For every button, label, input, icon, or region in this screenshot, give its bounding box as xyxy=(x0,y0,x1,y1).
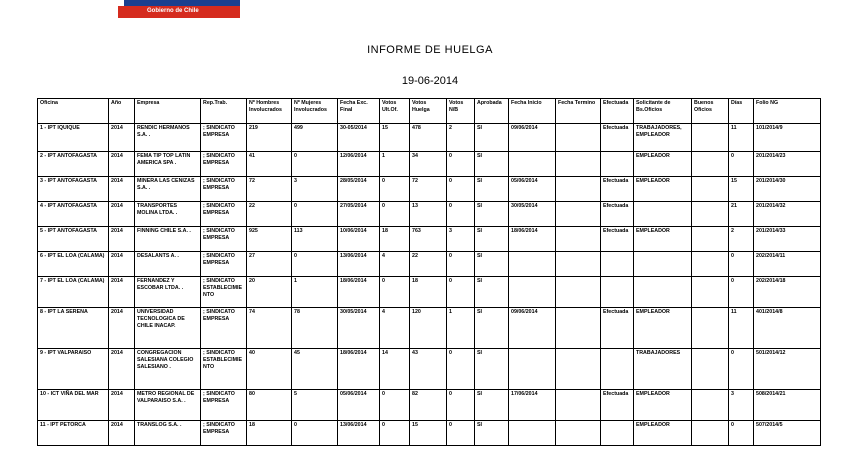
cell-fecha-exc: 13/06/2014 xyxy=(338,421,380,446)
cell-fecha-exc: 30-05/2014 xyxy=(338,124,380,152)
table-row xyxy=(38,308,821,349)
cell-votos-huelga: 763 xyxy=(410,227,447,252)
cell-rep-trab: ; SINDICATO EMPRESA xyxy=(201,390,247,421)
cell-votos-ult: 0 xyxy=(380,277,410,308)
cell-buenos-oficios xyxy=(692,252,729,277)
cell-fecha-inicio: 09/06/2014 xyxy=(509,124,556,152)
cell-anio: 2014 xyxy=(109,252,135,277)
cell-anio: 2014 xyxy=(109,177,135,202)
cell-fecha-termino xyxy=(556,390,601,421)
cell-solicitante: EMPLEADOR xyxy=(634,421,692,446)
cell-fecha-inicio xyxy=(509,277,556,308)
cell-buenos-oficios xyxy=(692,308,729,349)
cell-empresa: CONGREGACION SALESIANA COLEGIO SALESIANO . xyxy=(135,349,201,390)
col-hombres: Nº Hombres Involucrados xyxy=(247,99,292,124)
col-empresa: Empresa xyxy=(135,99,201,124)
cell-aprobada: SI xyxy=(475,421,509,446)
cell-dias: 0 xyxy=(729,152,754,177)
cell-empresa: MINERA LAS CENIZAS S.A. . xyxy=(135,177,201,202)
cell-fecha-exc: 18/06/2014 xyxy=(338,349,380,390)
cell-anio: 2014 xyxy=(109,227,135,252)
cell-votos-nb: 0 xyxy=(447,390,475,421)
cell-folio: 202/2014/18 xyxy=(754,277,821,308)
cell-fecha-termino xyxy=(556,277,601,308)
cell-mujeres: 0 xyxy=(292,252,338,277)
cell-rep-trab: ; SINDICATO EMPRESA xyxy=(201,308,247,349)
report-date: 19-06-2014 xyxy=(401,75,459,87)
cell-votos-huelga: 34 xyxy=(410,152,447,177)
cell-empresa: METRO REGIONAL DE VALPARAISO S.A. . xyxy=(135,390,201,421)
cell-mujeres: 0 xyxy=(292,152,338,177)
cell-votos-ult: 0 xyxy=(380,202,410,227)
cell-solicitante: TRABAJADORES, EMPLEADOR xyxy=(634,124,692,152)
cell-votos-ult: 14 xyxy=(380,349,410,390)
cell-solicitante xyxy=(634,277,692,308)
table-row xyxy=(38,202,821,227)
cell-fecha-termino xyxy=(556,124,601,152)
cell-votos-huelga: 43 xyxy=(410,349,447,390)
cell-dias: 3 xyxy=(729,390,754,421)
cell-fecha-termino xyxy=(556,152,601,177)
col-fecha-inicio: Fecha Inicio xyxy=(509,99,556,124)
cell-votos-huelga: 72 xyxy=(410,177,447,202)
cell-buenos-oficios xyxy=(692,421,729,446)
cell-votos-ult: 0 xyxy=(380,177,410,202)
cell-votos-ult: 1 xyxy=(380,152,410,177)
cell-oficina: 1 - IPT IQUIQUE xyxy=(38,124,109,152)
cell-efectuada xyxy=(601,152,634,177)
table-row xyxy=(38,252,821,277)
cell-mujeres: 45 xyxy=(292,349,338,390)
cell-dias: 21 xyxy=(729,202,754,227)
cell-buenos-oficios xyxy=(692,390,729,421)
cell-oficina: 11 - IPT PETORCA xyxy=(38,421,109,446)
cell-hombres: 27 xyxy=(247,252,292,277)
cell-hombres: 74 xyxy=(247,308,292,349)
cell-anio: 2014 xyxy=(109,390,135,421)
cell-mujeres: 0 xyxy=(292,421,338,446)
cell-folio: 201/2014/33 xyxy=(754,227,821,252)
cell-folio: 201/2014/30 xyxy=(754,177,821,202)
cell-mujeres: 0 xyxy=(292,202,338,227)
cell-solicitante: TRABAJADORES xyxy=(634,349,692,390)
cell-rep-trab: ; SINDICATO EMPRESA xyxy=(201,227,247,252)
cell-hombres: 925 xyxy=(247,227,292,252)
cell-solicitante: EMPLEADOR xyxy=(634,308,692,349)
cell-votos-ult: 4 xyxy=(380,308,410,349)
cell-oficina: 6 - IPT EL LOA (CALAMA) xyxy=(38,252,109,277)
cell-aprobada: SI xyxy=(475,152,509,177)
cell-dias: 0 xyxy=(729,277,754,308)
cell-fecha-exc: 28/05/2014 xyxy=(338,177,380,202)
strike-report-table xyxy=(37,98,821,446)
cell-dias: 2 xyxy=(729,227,754,252)
cell-mujeres: 499 xyxy=(292,124,338,152)
cell-dias: 11 xyxy=(729,124,754,152)
cell-efectuada: Efectuada xyxy=(601,308,634,349)
cell-mujeres: 3 xyxy=(292,177,338,202)
col-solicitante: Solicitante de Bs.Oficios xyxy=(634,99,692,124)
cell-efectuada: Efectuada xyxy=(601,202,634,227)
cell-aprobada: SI xyxy=(475,177,509,202)
cell-dias: 11 xyxy=(729,308,754,349)
cell-votos-huelga: 478 xyxy=(410,124,447,152)
table-row xyxy=(38,227,821,252)
cell-buenos-oficios xyxy=(692,124,729,152)
col-votos-ult: Votos Ult.Of. xyxy=(380,99,410,124)
cell-fecha-inicio: 18/06/2014 xyxy=(509,227,556,252)
cell-buenos-oficios xyxy=(692,202,729,227)
table-row xyxy=(38,349,821,390)
cell-solicitante: EMPLEADOR xyxy=(634,227,692,252)
cell-hombres: 40 xyxy=(247,349,292,390)
cell-fecha-termino xyxy=(556,202,601,227)
cell-fecha-exc: 10/06/2014 xyxy=(338,227,380,252)
cell-hombres: 20 xyxy=(247,277,292,308)
cell-efectuada xyxy=(601,252,634,277)
cell-empresa: FEMA TIP TOP LATIN AMERICA SPA . xyxy=(135,152,201,177)
cell-hombres: 219 xyxy=(247,124,292,152)
cell-folio: 202/2014/11 xyxy=(754,252,821,277)
cell-folio: 201/2014/23 xyxy=(754,152,821,177)
cell-fecha-inicio xyxy=(509,252,556,277)
cell-empresa: RENDIC HERMANOS S.A. . xyxy=(135,124,201,152)
cell-oficina: 8 - IPT LA SERENA xyxy=(38,308,109,349)
cell-votos-huelga: 18 xyxy=(410,277,447,308)
cell-fecha-exc: 30/05/2014 xyxy=(338,308,380,349)
cell-fecha-exc: 05/06/2014 xyxy=(338,390,380,421)
cell-votos-huelga: 22 xyxy=(410,252,447,277)
cell-empresa: TRANSLOG S.A. . xyxy=(135,421,201,446)
cell-anio: 2014 xyxy=(109,308,135,349)
cell-aprobada: SI xyxy=(475,202,509,227)
cell-hombres: 18 xyxy=(247,421,292,446)
cell-rep-trab: ; SINDICATO EMPRESA xyxy=(201,152,247,177)
cell-anio: 2014 xyxy=(109,202,135,227)
cell-folio: 201/2014/32 xyxy=(754,202,821,227)
cell-anio: 2014 xyxy=(109,421,135,446)
cell-solicitante: EMPLEADOR xyxy=(634,390,692,421)
cell-votos-huelga: 120 xyxy=(410,308,447,349)
cell-dias: 15 xyxy=(729,177,754,202)
cell-folio: 508/2014/21 xyxy=(754,390,821,421)
cell-rep-trab: ; SINDICATO ESTABLECIMIENTO xyxy=(201,277,247,308)
col-fecha-termino: Fecha Termino xyxy=(556,99,601,124)
cell-folio: 101/2014/9 xyxy=(754,124,821,152)
cell-aprobada: SI xyxy=(475,349,509,390)
cell-fecha-inicio xyxy=(509,152,556,177)
cell-mujeres: 113 xyxy=(292,227,338,252)
cell-votos-nb: 0 xyxy=(447,421,475,446)
col-votos-nb: Votos N/B xyxy=(447,99,475,124)
cell-empresa: FERNANDEZ Y ESCOBAR LTDA. . xyxy=(135,277,201,308)
cell-efectuada: Efectuada xyxy=(601,227,634,252)
cell-rep-trab: ; SINDICATO EMPRESA xyxy=(201,124,247,152)
cell-fecha-termino xyxy=(556,177,601,202)
cell-anio: 2014 xyxy=(109,349,135,390)
cell-dias: 0 xyxy=(729,349,754,390)
table-body xyxy=(38,124,821,446)
cell-fecha-exc: 12/06/2014 xyxy=(338,152,380,177)
table-row xyxy=(38,177,821,202)
col-votos-huelga: Votos Huelga xyxy=(410,99,447,124)
cell-fecha-inicio: 17/06/2014 xyxy=(509,390,556,421)
logo-text: Gobierno de Chile xyxy=(147,8,199,14)
cell-rep-trab: ; SINDICATO EMPRESA xyxy=(201,252,247,277)
cell-fecha-inicio xyxy=(509,421,556,446)
cell-fecha-inicio xyxy=(509,349,556,390)
cell-empresa: UNIVERSIDAD TECNOLOGICA DE CHILE INACAP. xyxy=(135,308,201,349)
cell-rep-trab: ; SINDICATO EMPRESA xyxy=(201,202,247,227)
cell-oficina: 10 - ICT VIÑA DEL MAR xyxy=(38,390,109,421)
col-dias: Días xyxy=(729,99,754,124)
cell-folio: 501/2014/12 xyxy=(754,349,821,390)
cell-votos-nb: 0 xyxy=(447,152,475,177)
cell-fecha-inicio: 09/06/2014 xyxy=(509,308,556,349)
cell-efectuada: Efectuada xyxy=(601,124,634,152)
cell-folio: 401/2014/8 xyxy=(754,308,821,349)
cell-dias: 0 xyxy=(729,421,754,446)
cell-votos-huelga: 13 xyxy=(410,202,447,227)
table-row xyxy=(38,124,821,152)
cell-aprobada: SI xyxy=(475,124,509,152)
cell-aprobada: SI xyxy=(475,252,509,277)
col-aprobada: Aprobada xyxy=(475,99,509,124)
report-title: INFORME DE HUELGA xyxy=(367,44,493,56)
cell-fecha-termino xyxy=(556,252,601,277)
cell-empresa: FINNING CHILE S.A. . xyxy=(135,227,201,252)
cell-votos-ult: 0 xyxy=(380,390,410,421)
cell-votos-nb: 0 xyxy=(447,277,475,308)
cell-oficina: 7 - IPT EL LOA (CALAMA) xyxy=(38,277,109,308)
col-folio: Folio NG xyxy=(754,99,821,124)
cell-fecha-exc: 18/06/2014 xyxy=(338,277,380,308)
cell-votos-nb: 0 xyxy=(447,177,475,202)
cell-anio: 2014 xyxy=(109,124,135,152)
cell-oficina: 2 - IPT ANTOFAGASTA xyxy=(38,152,109,177)
cell-hombres: 22 xyxy=(247,202,292,227)
cell-aprobada: SI xyxy=(475,390,509,421)
cell-fecha-termino xyxy=(556,227,601,252)
cell-aprobada: SI xyxy=(475,227,509,252)
cell-rep-trab: ; SINDICATO ESTABLECIMIENTO xyxy=(201,349,247,390)
cell-votos-ult: 4 xyxy=(380,252,410,277)
cell-solicitante xyxy=(634,252,692,277)
cell-votos-huelga: 15 xyxy=(410,421,447,446)
cell-votos-nb: 0 xyxy=(447,252,475,277)
cell-votos-nb: 3 xyxy=(447,227,475,252)
table-row xyxy=(38,421,821,446)
cell-hombres: 80 xyxy=(247,390,292,421)
cell-mujeres: 1 xyxy=(292,277,338,308)
cell-dias: 0 xyxy=(729,252,754,277)
cell-votos-huelga: 82 xyxy=(410,390,447,421)
cell-efectuada xyxy=(601,421,634,446)
cell-mujeres: 78 xyxy=(292,308,338,349)
col-fecha-exc: Fecha Exc. Final xyxy=(338,99,380,124)
cell-empresa: DESALANTS A. . xyxy=(135,252,201,277)
cell-votos-nb: 1 xyxy=(447,308,475,349)
cell-buenos-oficios xyxy=(692,177,729,202)
cell-oficina: 5 - IPT ANTOFAGASTA xyxy=(38,227,109,252)
cell-solicitante: EMPLEADOR xyxy=(634,177,692,202)
cell-buenos-oficios xyxy=(692,227,729,252)
table-row xyxy=(38,277,821,308)
cell-hombres: 41 xyxy=(247,152,292,177)
cell-efectuada xyxy=(601,349,634,390)
cell-empresa: TRANSPORTES MOLINA LTDA. . xyxy=(135,202,201,227)
cell-votos-ult: 15 xyxy=(380,124,410,152)
cell-votos-nb: 0 xyxy=(447,202,475,227)
cell-oficina: 4 - IPT ANTOFAGASTA xyxy=(38,202,109,227)
cell-anio: 2014 xyxy=(109,277,135,308)
cell-oficina: 3 - IPT ANTOFAGASTA xyxy=(38,177,109,202)
cell-oficina: 9 - IPT VALPARAISO xyxy=(38,349,109,390)
cell-votos-nb: 2 xyxy=(447,124,475,152)
cell-buenos-oficios xyxy=(692,277,729,308)
cell-fecha-termino xyxy=(556,421,601,446)
cell-votos-ult: 0 xyxy=(380,421,410,446)
col-anio: Año xyxy=(109,99,135,124)
cell-aprobada: SI xyxy=(475,277,509,308)
cell-solicitante: EMPLEADOR xyxy=(634,152,692,177)
cell-solicitante xyxy=(634,202,692,227)
cell-folio: 507/2014/5 xyxy=(754,421,821,446)
cell-buenos-oficios xyxy=(692,349,729,390)
cell-hombres: 72 xyxy=(247,177,292,202)
cell-anio: 2014 xyxy=(109,152,135,177)
table-header-row xyxy=(38,99,821,124)
cell-fecha-exc: 13/06/2014 xyxy=(338,252,380,277)
cell-buenos-oficios xyxy=(692,152,729,177)
cell-efectuada: Efectuada xyxy=(601,177,634,202)
col-buenos-oficios: Buenos Oficios xyxy=(692,99,729,124)
cell-efectuada: Efectuada xyxy=(601,390,634,421)
cell-fecha-termino xyxy=(556,349,601,390)
cell-fecha-inicio: 05/06/2014 xyxy=(509,177,556,202)
cell-efectuada xyxy=(601,277,634,308)
cell-votos-ult: 18 xyxy=(380,227,410,252)
table-row xyxy=(38,152,821,177)
cell-fecha-exc: 27/05/2014 xyxy=(338,202,380,227)
cell-rep-trab: ; SINDICATO EMPRESA xyxy=(201,421,247,446)
col-rep-trab: Rep.Trab. xyxy=(201,99,247,124)
cell-fecha-inicio: 30/05/2014 xyxy=(509,202,556,227)
col-efectuada: Efectuada xyxy=(601,99,634,124)
cell-mujeres: 5 xyxy=(292,390,338,421)
col-mujeres: Nº Mujeres Involucrados xyxy=(292,99,338,124)
cell-rep-trab: ; SINDICATO EMPRESA xyxy=(201,177,247,202)
cell-votos-nb: 0 xyxy=(447,349,475,390)
col-oficina: Oficina xyxy=(38,99,109,124)
table-row xyxy=(38,390,821,421)
cell-aprobada: SI xyxy=(475,308,509,349)
cell-fecha-termino xyxy=(556,308,601,349)
